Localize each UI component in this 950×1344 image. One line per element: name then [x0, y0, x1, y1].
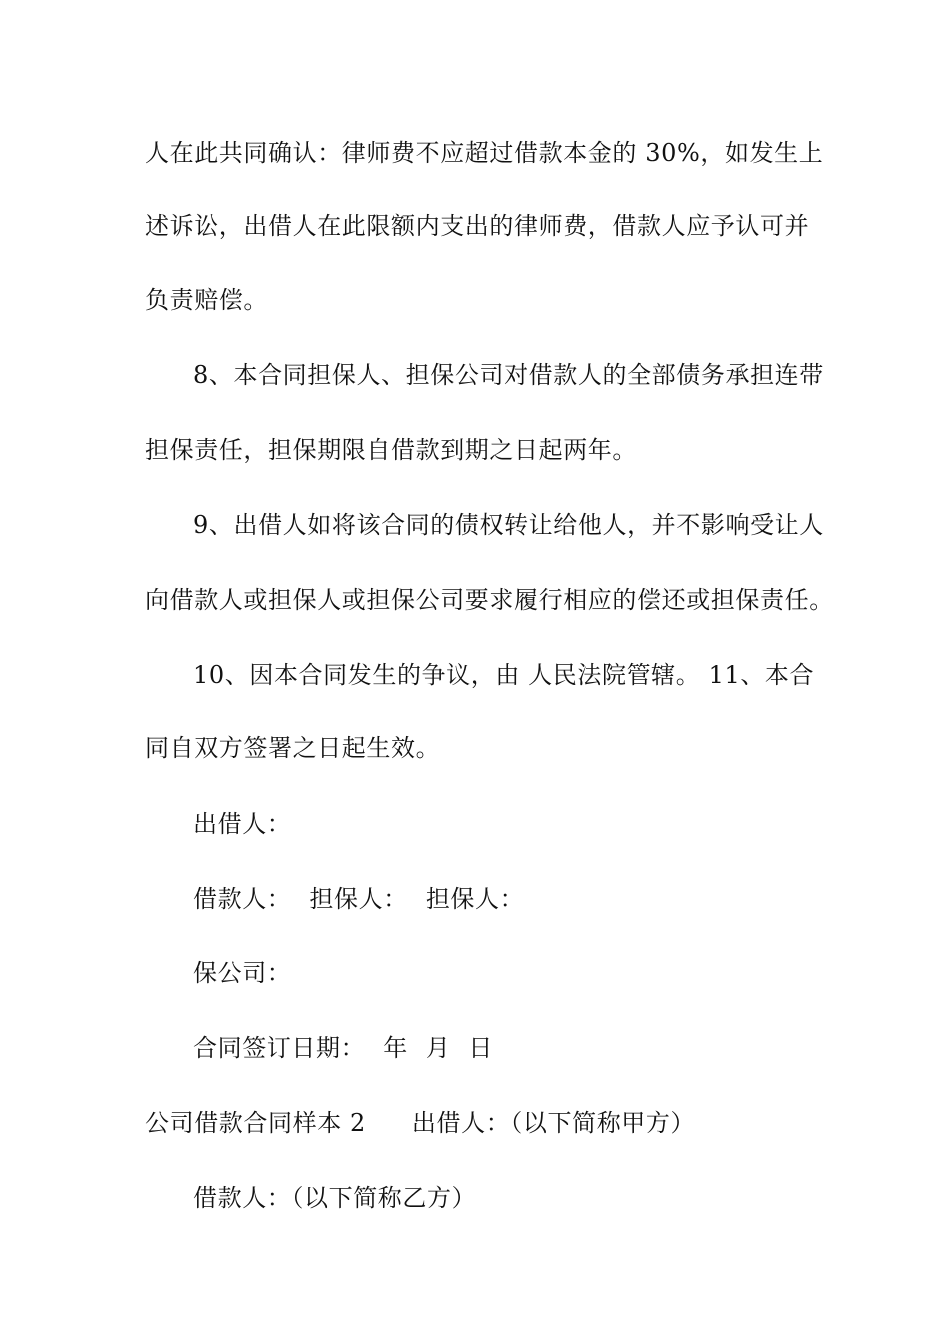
paragraph-line: 向借款人或担保人或担保公司要求履行相应的偿还或担保责任。: [145, 586, 834, 614]
clause-10-line: 10、因本合同发生的争议，由 人民法院管辖。 11、本合: [193, 661, 815, 689]
contract-date-row: [193, 1033, 863, 1063]
lender-signature-label: 出借人：: [193, 810, 292, 838]
paragraph-line: 负责赔偿。: [145, 286, 268, 314]
date-year: 年: [383, 1034, 408, 1062]
clause-9-line: 9、出借人如将该合同的债权转让给他人，并不影响受让人: [193, 511, 824, 539]
sample2-borrower: 借款人：（以下简称乙方）: [193, 1184, 477, 1212]
guarantor-signature-label: 担保人：: [309, 885, 408, 913]
borrower-signature-label: 借款人：: [193, 885, 292, 913]
sample2-header-row: [145, 1108, 815, 1138]
paragraph-line: 述诉讼，出借人在此限额内支出的律师费，借款人应予认可并: [145, 212, 810, 240]
sample2-lender: 出借人：（以下简称甲方）: [411, 1109, 696, 1137]
signature-row: [193, 884, 863, 914]
date-month: 月: [425, 1034, 451, 1062]
guarantee-company-label: 保公司：: [193, 959, 292, 987]
paragraph-line: 同自双方签署之日起生效。: [145, 734, 441, 762]
clause-8-line: 8、本合同担保人、担保公司对借款人的全部债务承担连带: [193, 361, 824, 389]
contract-date-label: 合同签订日期：: [193, 1034, 366, 1062]
sample2-title: 公司借款合同样本 2: [145, 1109, 366, 1137]
paragraph-line: 担保责任，担保期限自借款到期之日起两年。: [145, 436, 637, 464]
date-day: 日: [468, 1034, 494, 1062]
paragraph-line: 人在此共同确认：律师费不应超过借款本金的 30%，如发生上: [145, 139, 824, 167]
guarantor-signature-label: 担保人：: [425, 885, 525, 913]
